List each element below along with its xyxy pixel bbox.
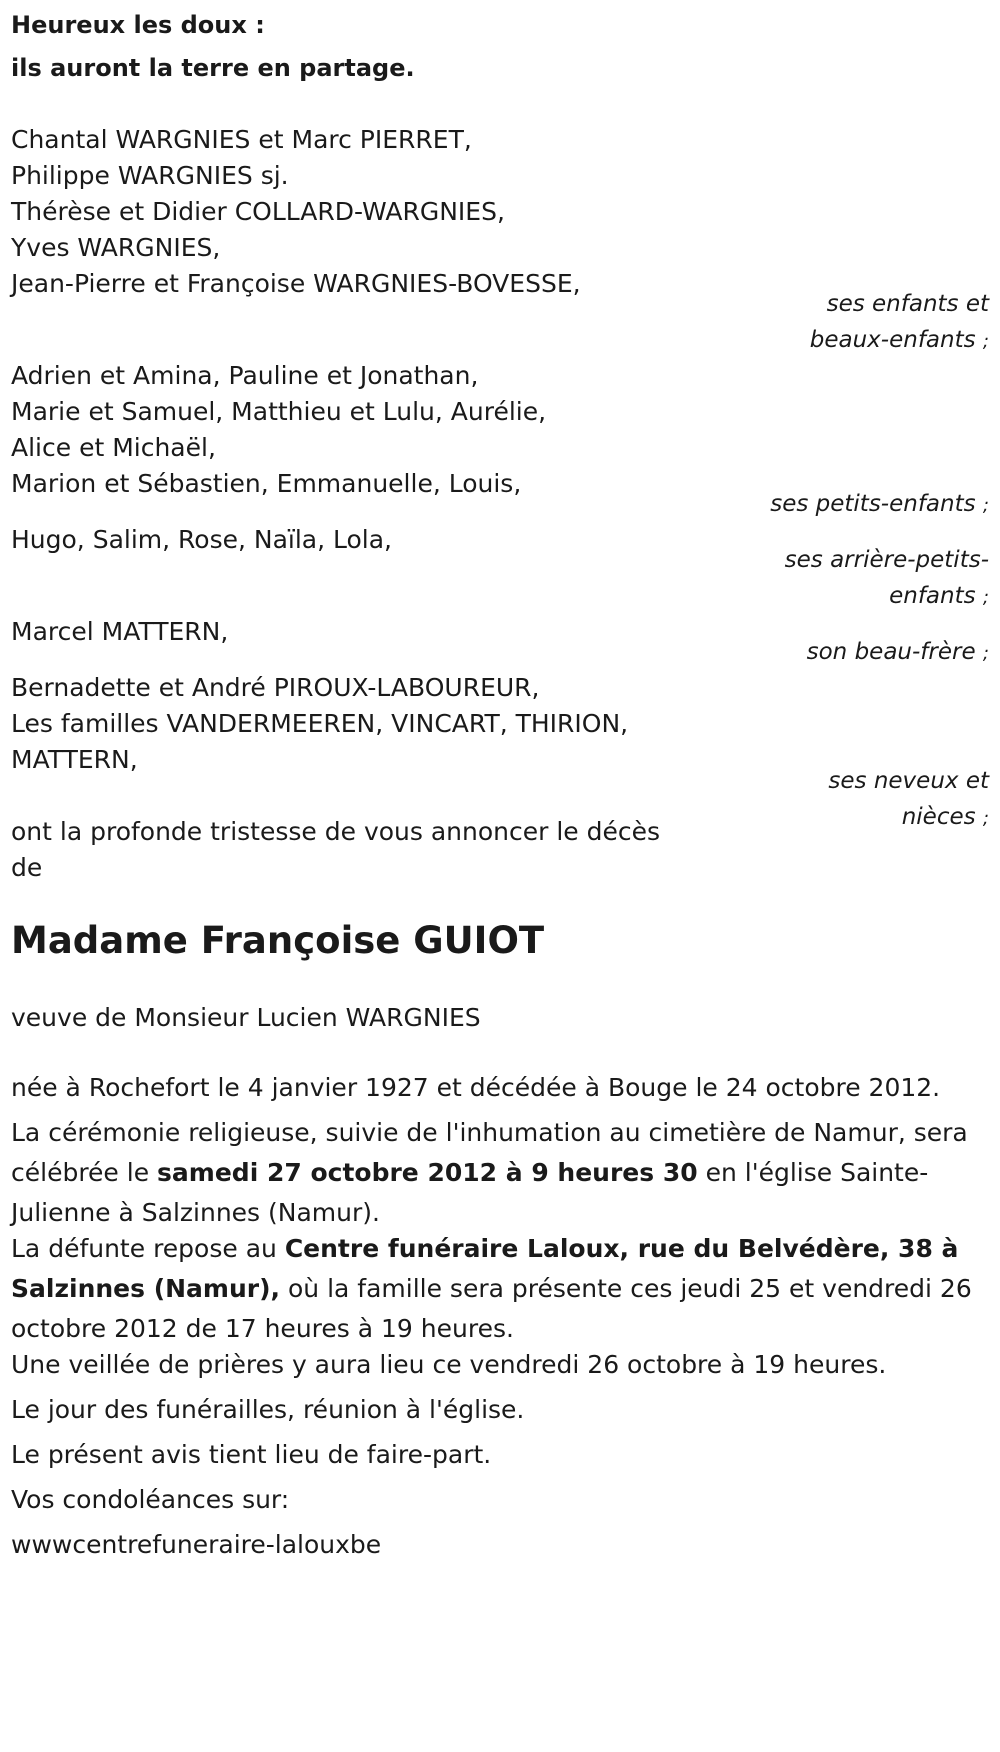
widow-of: veuve de Monsieur Lucien WARGNIES bbox=[11, 1003, 481, 1032]
brother-in-law-relation: son beau-frère ; bbox=[806, 639, 989, 665]
great-grandchildren-relation: ses arrière-petits- bbox=[784, 547, 989, 573]
repose-info: La défunte repose au Centre funéraire Laloux, rue du Belvédère, 38 à Salzinnes (Namur), où la famille sera présente ces jeudi 25 et vendredi 26 octobre 2012 de 17 heures à 19 heures. bbox=[11, 1234, 972, 1343]
children-relation: ses enfants et bbox=[826, 291, 989, 317]
condolences-label: Vos condoléances sur: bbox=[11, 1485, 290, 1514]
nephews-name: MATTERN, bbox=[11, 745, 138, 774]
children-name: Chantal WARGNIES et Marc PIERRET, bbox=[11, 125, 472, 154]
children-relation-line-2: beaux-enfants ; bbox=[809, 327, 989, 353]
great-grandchildren-relation-line-2: enfants ; bbox=[889, 583, 989, 609]
children-name: Jean-Pierre et Françoise WARGNIES-BOVESSE, bbox=[11, 269, 581, 298]
nephews-relation-line-2: nièces ; bbox=[901, 804, 989, 830]
grandchildren-name: Marion et Sébastien, Emmanuelle, Louis, bbox=[11, 469, 522, 498]
ceremony-info: La cérémonie religieuse, suivie de l'inhumation au cimetière de Namur, sera célébrée le samedi 27 octobre 2012 à 9 heures 30 en l'église Sainte-Julienne à Salzinnes (Namur). bbox=[11, 1118, 968, 1227]
motto-line-1: Heureux les doux : bbox=[11, 11, 265, 39]
funeral-day-info: Le jour des funérailles, réunion à l'église. bbox=[11, 1395, 525, 1424]
grandchildren-name: Alice et Michaël, bbox=[11, 433, 216, 462]
children-name: Thérèse et Didier COLLARD-WARGNIES, bbox=[11, 197, 505, 226]
nephews-name: Les familles VANDERMEEREN, VINCART, THIRION, bbox=[11, 709, 629, 738]
great-grandchildren-name: Hugo, Salim, Rose, Naïla, Lola, bbox=[11, 525, 392, 554]
website-link[interactable]: wwwcentrefuneraire-lalouxbe bbox=[11, 1530, 382, 1559]
motto-line-2: ils auront la terre en partage. bbox=[11, 54, 415, 82]
notice-info: Le présent avis tient lieu de faire-part. bbox=[11, 1440, 492, 1469]
grandchildren-relation: ses petits-enfants ; bbox=[770, 491, 989, 517]
children-name: Yves WARGNIES, bbox=[11, 233, 221, 262]
children-name: Philippe WARGNIES sj. bbox=[11, 161, 289, 190]
birth-death-info: née à Rochefort le 4 janvier 1927 et décédée à Bouge le 24 octobre 2012. bbox=[11, 1073, 941, 1102]
nephews-name: Bernadette et André PIROUX-LABOUREUR, bbox=[11, 673, 540, 702]
nephews-relation: ses neveux et bbox=[828, 768, 989, 794]
grandchildren-name: Adrien et Amina, Pauline et Jonathan, bbox=[11, 361, 479, 390]
vigil-info: Une veillée de prières y aura lieu ce vendredi 26 octobre à 19 heures. bbox=[11, 1350, 887, 1379]
announcement-line-2: de bbox=[11, 853, 43, 882]
brother-in-law-name: Marcel MATTERN, bbox=[11, 617, 229, 646]
grandchildren-name: Marie et Samuel, Matthieu et Lulu, Aurélie, bbox=[11, 397, 547, 426]
deceased-name: Madame Françoise GUIOT bbox=[11, 919, 545, 962]
announcement-line-1: ont la profonde tristesse de vous annoncer le décès bbox=[11, 817, 661, 846]
